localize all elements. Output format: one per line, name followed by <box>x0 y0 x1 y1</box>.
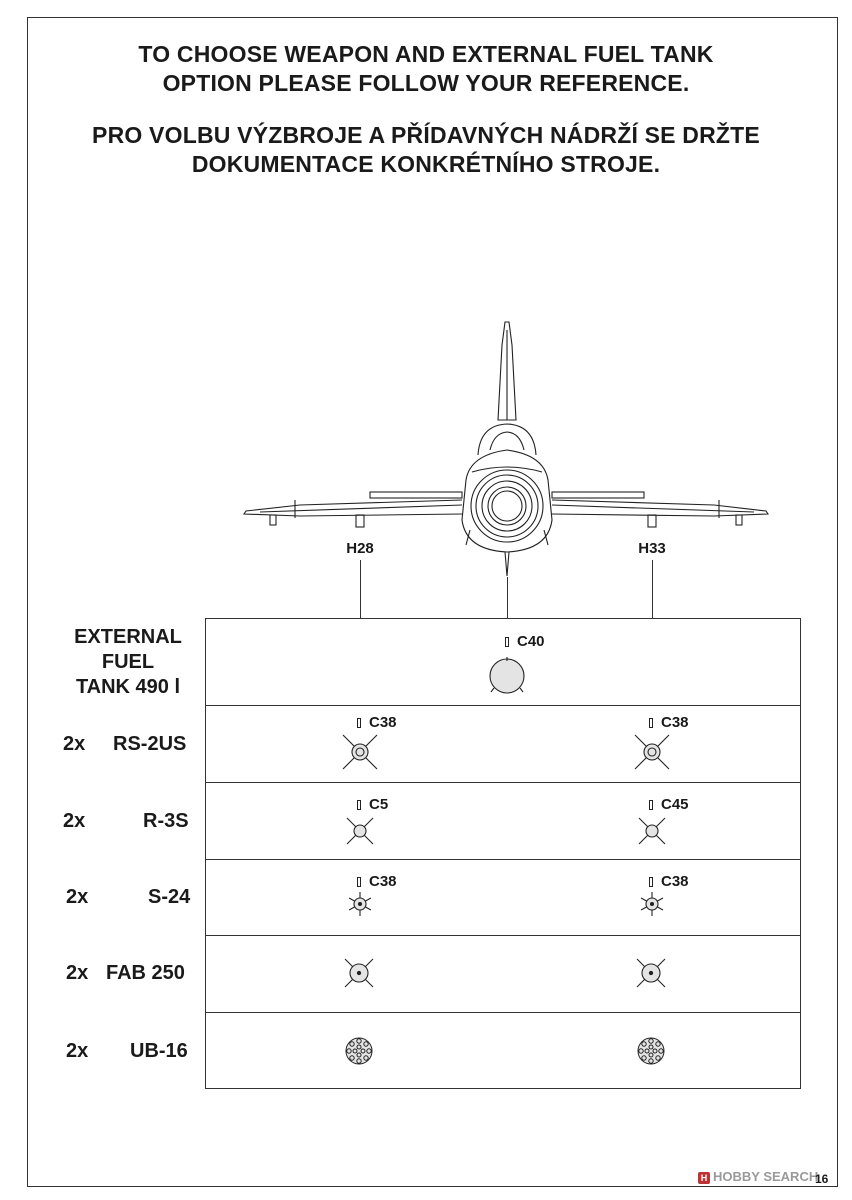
watermark-text: HOBBY SEARCH <box>713 1169 819 1184</box>
part-marker-icon <box>649 718 653 728</box>
row-divider <box>205 782 801 783</box>
part-ref-left <box>357 714 397 731</box>
fuel-tank-label-line: EXTERNAL <box>74 626 182 648</box>
part-marker-icon <box>649 800 653 810</box>
row-divider <box>205 859 801 860</box>
leader-line-left <box>360 560 361 618</box>
part-marker-icon <box>357 800 361 810</box>
missile-front-icon-left <box>344 815 376 847</box>
part-number: C45 <box>661 796 689 813</box>
rocket-pod-front-icon-left <box>343 1035 375 1067</box>
part-ref-right <box>649 714 689 731</box>
qty-label: 2x <box>63 733 86 755</box>
missile-front-icon-right <box>632 732 672 772</box>
page-number: 16 <box>815 1172 829 1186</box>
part-ref-right <box>649 796 689 813</box>
weapon-name-label: RS-2US <box>113 733 187 755</box>
weapon-name-label: FAB 250 <box>106 962 185 984</box>
watermark-badge-icon: H <box>698 1172 710 1184</box>
bomb-front-icon-right <box>634 956 668 990</box>
weapon-name-label: R-3S <box>143 810 189 832</box>
weapon-name-label: S-24 <box>148 886 191 908</box>
heading-english-line-1: TO CHOOSE WEAPON AND EXTERNAL FUEL TANK <box>138 41 714 67</box>
row-divider <box>205 935 801 936</box>
qty-label: 2x <box>66 886 89 908</box>
part-ref-left <box>357 873 397 890</box>
part-number: C38 <box>369 714 397 731</box>
fuel-tank-label-line: FUEL <box>101 651 155 673</box>
part-marker-icon <box>357 718 361 728</box>
bomb-front-icon-left <box>342 956 376 990</box>
drop-tank-front-icon <box>486 655 528 697</box>
part-number: C38 <box>661 714 689 731</box>
leader-line-right <box>652 560 653 618</box>
leader-line-center <box>507 577 508 618</box>
part-number: C38 <box>661 873 689 890</box>
part-number: C40 <box>517 633 545 650</box>
fuel-tank-label <box>48 625 208 700</box>
part-ref-left <box>357 796 388 813</box>
weapon-name-label: UB-16 <box>130 1040 188 1062</box>
heading-czech-line-1: PRO VOLBU VÝZBROJE A PŘÍDAVNÝCH NÁDRŽÍ SE DRŽTE <box>92 122 760 148</box>
missile-front-icon-right <box>636 815 668 847</box>
station-label-right: H33 <box>638 540 666 557</box>
rocket-front-icon-right <box>638 890 666 918</box>
fuel-tank-label-line: TANK 490 l <box>75 676 181 698</box>
part-marker-icon <box>505 637 509 647</box>
part-marker-icon <box>649 877 653 887</box>
rocket-pod-front-icon-right <box>635 1035 667 1067</box>
part-number: C38 <box>369 873 397 890</box>
rocket-front-icon-left <box>346 890 374 918</box>
missile-front-icon-left <box>340 732 380 772</box>
watermark <box>698 1169 818 1184</box>
part-marker-icon <box>357 877 361 887</box>
qty-label: 2x <box>66 962 89 984</box>
station-label-left: H28 <box>346 540 374 557</box>
part-ref-right <box>649 873 689 890</box>
row-divider <box>205 705 801 706</box>
row-divider <box>205 1012 801 1013</box>
heading-czech-line-2: DOKUMENTACE KONKRÉTNÍHO STROJE. <box>191 151 661 177</box>
heading-english-line-2: OPTION PLEASE FOLLOW YOUR REFERENCE. <box>162 70 690 96</box>
part-ref-fuel-tank <box>505 633 545 650</box>
qty-label: 2x <box>63 810 86 832</box>
qty-label: 2x <box>66 1040 89 1062</box>
part-number: C5 <box>369 796 389 813</box>
